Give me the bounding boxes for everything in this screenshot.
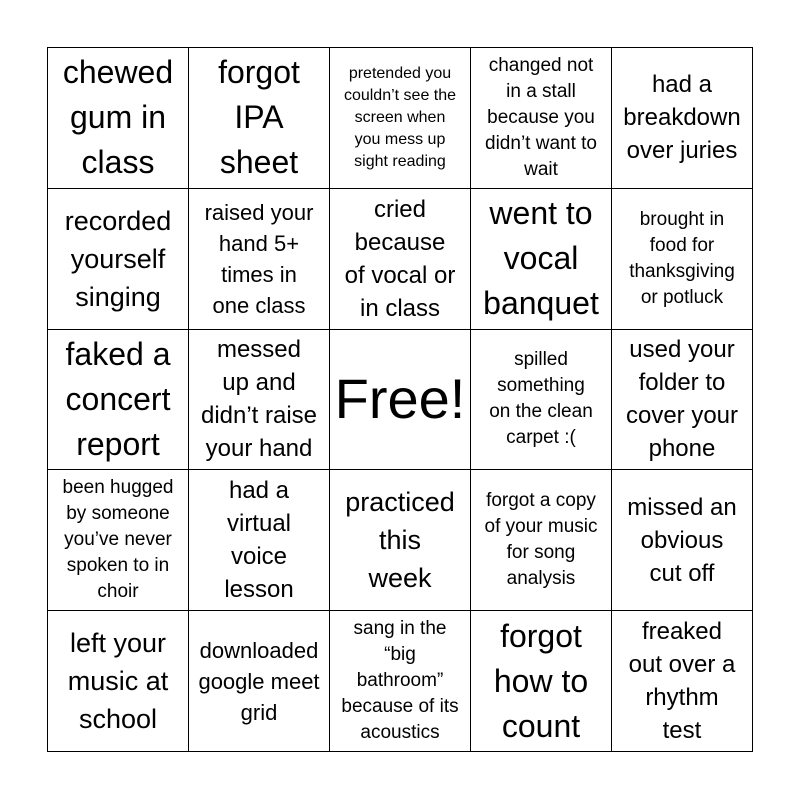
bingo-cell[interactable]: [48, 611, 189, 752]
bingo-cell[interactable]: [612, 470, 753, 611]
bingo-cell-text: been hugged by someone you’ve never spoken to in choir: [62, 477, 174, 603]
bingo-cell[interactable]: [471, 611, 612, 752]
bingo-cell-text: missed an obvious cut off: [627, 493, 737, 587]
bingo-cell[interactable]: [48, 189, 189, 330]
bingo-cell[interactable]: [330, 611, 471, 752]
bingo-cell-text: chewed gum in class: [62, 54, 174, 181]
free-space-label: Free!: [334, 367, 466, 431]
bingo-cell-text: went to vocal banquet: [483, 195, 599, 322]
bingo-cell[interactable]: [189, 189, 330, 330]
bingo-cell[interactable]: [48, 470, 189, 611]
bingo-cell-text: messed up and didn’t raise your hand: [200, 336, 318, 463]
bingo-cell-text: brought in food for thanksgiving or potluck: [629, 208, 735, 308]
bingo-cell[interactable]: [330, 48, 471, 189]
bingo-cell-text: left your music at school: [67, 628, 169, 735]
bingo-cell-text: spilled something on the clean carpet :(: [489, 349, 593, 449]
bingo-cell[interactable]: [189, 470, 330, 611]
bingo-cell[interactable]: [330, 189, 471, 330]
bingo-cell-text: raised your hand 5+ times in one class: [204, 199, 314, 318]
bingo-cell[interactable]: [48, 48, 189, 189]
bingo-cell[interactable]: [471, 48, 612, 189]
bingo-cell[interactable]: [471, 330, 612, 471]
bingo-cell-text: had a virtual voice lesson: [224, 477, 294, 604]
bingo-cell-text: practiced this week: [345, 487, 455, 594]
bingo-cell-text: sang in the “big bathroom” because of its acoustics: [341, 618, 459, 744]
bingo-cell-text: forgot a copy of your music for song analysis: [484, 490, 598, 590]
bingo-cell-text: cried because of vocal or in class: [344, 195, 456, 322]
bingo-cell-text: downloaded google meet grid: [198, 637, 320, 725]
bingo-cell[interactable]: [612, 48, 753, 189]
bingo-board: [47, 47, 753, 752]
bingo-cell-text: forgot IPA sheet: [218, 54, 300, 181]
bingo-cell-text: faked a concert report: [65, 335, 171, 462]
bingo-cell-text: pretended you couldn’t see the screen when you mess up sight reading: [343, 64, 457, 170]
bingo-cell-text: forgot how to count: [493, 617, 589, 744]
bingo-cell[interactable]: [612, 189, 753, 330]
bingo-cell[interactable]: [612, 611, 753, 752]
bingo-cell-text: changed not in a stall because you didn’t want to wait: [485, 54, 597, 180]
bingo-cell-text: recorded yourself singing: [64, 205, 172, 312]
bingo-cell[interactable]: [330, 470, 471, 611]
bingo-cell[interactable]: [471, 189, 612, 330]
bingo-cell[interactable]: [189, 330, 330, 471]
bingo-cell[interactable]: [189, 48, 330, 189]
bingo-cell-text: freaked out over a rhythm test: [628, 618, 736, 745]
bingo-cell[interactable]: [471, 470, 612, 611]
bingo-cell-free[interactable]: [330, 330, 471, 471]
bingo-cell-text: used your folder to cover your phone: [625, 336, 739, 463]
bingo-cell[interactable]: [189, 611, 330, 752]
bingo-cell[interactable]: [48, 330, 189, 471]
bingo-cell[interactable]: [612, 330, 753, 471]
bingo-cell-text: had a breakdown over juries: [623, 71, 741, 165]
